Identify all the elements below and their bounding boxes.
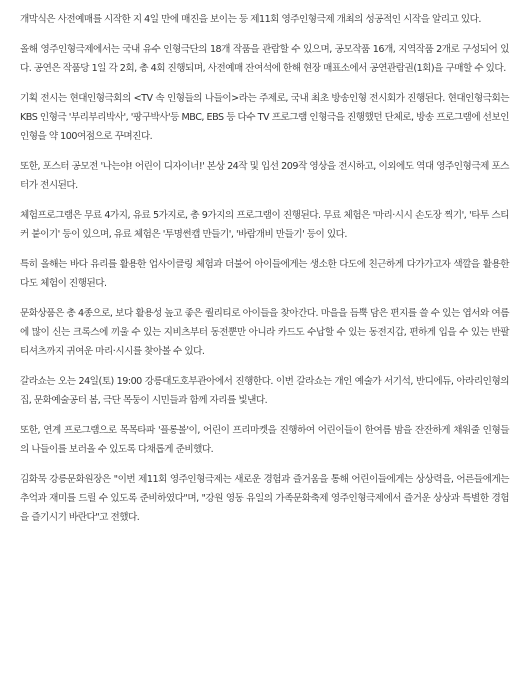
paragraph-linked-programs: 또한, 연계 프로그램으로 목목타파 '플롱볼'이, 어린이 프리마켓을 진행하여 어린이들이 한여름 밤을 잔잔하게 채워줄 인형들의 나들이를 보러올 수 있도록 다채롭게 준비했다. — [20, 425, 509, 455]
paragraph-poster-contest: 또한, 포스터 공모전 '나는야! 어린이 디자이너!' 본상 24작 및 입선 209작 영상을 전시하고, 이외에도 역대 영주인형극제 포스터가 전시된다. — [20, 161, 509, 191]
paragraph-special-exhibition: 기획 전시는 현대인형극회의 <TV 속 인형들의 나들이>라는 주제로, 국내 최초 방송인형 전시회가 진행된다. 현대인형극회는 KBS 인형극 '부리부리박사', '팡구박사'등 MBC, EBS 등 다수 TV 프로그램 인형극을 진행했던 단체로, 방송 프로그램에 선보인 인형을 약 100여점으로 꾸며진다. — [20, 93, 509, 142]
paragraph-gala-show: 갈라쇼는 오는 24일(토) 19:00 강릉대도호부관아에서 진행한다. 이번 갈라쇼는 개인 예술가 서기석, 반디에듀, 아라리인형의집, 문화예술공터 봄, 극단 목둥이 시민들과 함께 자리를 빛낸다. — [20, 376, 509, 406]
paragraph-director-quote: 김화묵 강릉문화원장은 "이번 제11회 영주인형극제는 새로운 경험과 즐거움을 통해 어린이들에게는 상상력을, 어른들에게는 추억과 재미를 드릴 수 있도록 준비하였다"며, "강원 영동 유일의 가족문화축제 영주인형극제에서 즐거운 상상과 특별한 경험을 즐기시기 바란다"고 전했다. — [20, 474, 509, 523]
paragraph-experience-programs: 체험프로그램은 무료 4가지, 유료 5가지로, 총 9가지의 프로그램이 진행된다. 무료 체험은 '마리·시시 손도장 찍기', '타투 스티커 붙이기' 등이 있으며, 유료 체험은 '투명썬캡 만들기', '바람개비 만들기' 등이 있다. — [20, 210, 509, 240]
paragraph-opening-ceremony: 개막식은 사전예매를 시작한 지 4일 만에 매진을 보이는 등 제11회 영주인형극제 개최의 성공적인 시작을 알리고 있다. — [20, 14, 481, 25]
paragraph-merchandise: 문화상품은 총 4종으로, 보다 활용성 높고 좋은 퀄리티로 아이들을 찾아간다. 마을을 듬뿍 담은 편지를 쓸 수 있는 엽서와 여름에 많이 신는 크록스에 끼울 수 있는 지비츠부터 동전뿐만 아니라 카드도 수납할 수 있는 동전지갑, 편하게 입을 수 있는 반팔 티셔츠까지 귀여운 마리·시시를 찾아볼 수 있다. — [20, 308, 509, 357]
paragraph-tea-ceremony: 특히 올해는 바다 유리를 활용한 업사이클링 체험과 더불어 아이들에게는 생소한 다도에 친근하게 다가가고자 색깔을 활용한 다도 체험이 진행된다. — [20, 259, 509, 289]
paragraph-performances: 올해 영주인형극제에서는 국내 유수 인형극단의 18개 작품을 관람할 수 있으며, 공모작품 16개, 지역작품 2개로 구성되어 있다. 공연은 작품당 1일 각 2회, 총 4회 진행되며, 사전예매 잔여석에 한해 현장 매표소에서 공연관람권(1회)을 구매할 수 있다. — [20, 44, 509, 74]
